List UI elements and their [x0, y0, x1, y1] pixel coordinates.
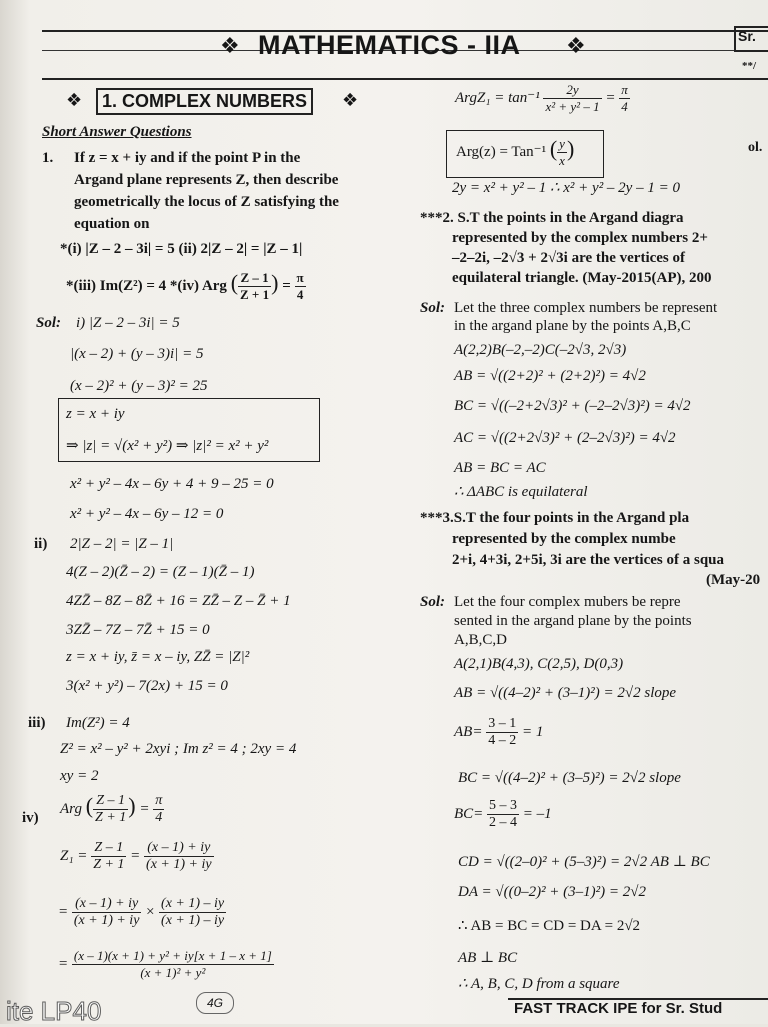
fraction-denominator: Z + 1 — [240, 287, 270, 303]
fraction-numerator: (x – 1)(x + 1) + y² + iy[x + 1 – x + 1] — [73, 948, 272, 963]
fraction-numerator: 2y — [543, 82, 601, 99]
fraction-numerator: Z – 1 — [91, 840, 126, 857]
solution-step: AB = √((2+2)² + (2+2)²) = 4√2 — [454, 368, 646, 384]
fraction-denominator: (x + 1) – iy — [161, 913, 225, 928]
solution-step: Z₁ = $\frac{Z - 1}{Z + 1}$ = $\frac{(x - 1) + iy}{(x + 1) + iy}$ — [60, 840, 212, 872]
fraction-denominator: Z + 1 — [95, 810, 127, 826]
question-text: If z = x + iy and if the point P in the — [74, 150, 301, 166]
footer-badge: 4G — [196, 992, 234, 1014]
solution-step: DA = √((0–2)² + (3–1)²) = 2√2 — [458, 884, 647, 900]
solution-label: Sol: — [420, 594, 446, 610]
fraction-denominator: (x + 1)² + y² — [140, 965, 206, 980]
fraction-numerator: (x + 1) – iy — [161, 896, 225, 911]
ornament-left-icon: ❖ — [220, 34, 240, 59]
footer-right: FAST TRACK IPE for Sr. Stud — [508, 998, 768, 1026]
solution-step: (x – 2)² + (y – 3)² = 25 — [70, 378, 208, 394]
question-text: ***3.S.T the four points in the Argand pla — [420, 510, 690, 526]
solution-step: AC = √((2+2√3)² + (2–2√3)²) = 4√2 — [454, 430, 676, 446]
solution-text: in the argand plane by the points A,B,C — [454, 318, 691, 334]
fraction-denominator: 4 — [155, 810, 163, 826]
solution-step: Arg ( $\frac{Z - 1}{Z + 1}$ ) = $\frac{\pi}{4}$ — [60, 793, 163, 826]
footer-watermark: ite LP40 — [6, 996, 102, 1026]
fraction-numerator: Z – 1 — [238, 270, 271, 287]
question-text: represented by the complex numbers 2+ — [452, 230, 708, 246]
z1-label: Z₁ = — [60, 847, 88, 864]
solution-step: Im(Z²) = 4 — [66, 715, 130, 731]
arg-text: Arg — [60, 801, 82, 817]
solution-step: 3(x² + y²) – 7(2x) + 15 = 0 — [66, 678, 228, 694]
question-text: (May-20 — [706, 572, 761, 588]
solution-step — [454, 798, 552, 831]
solution-text: Let the four complex mubers be repre — [454, 594, 681, 610]
solution-text: A,B,C,D — [454, 632, 507, 648]
solution-step: A(2,2)B(–2,–2)C(–2√3, 2√3) — [454, 342, 627, 358]
fraction-denominator: (x + 1) + iy — [146, 857, 212, 872]
formula-text: Arg(z) = Tan⁻¹ ( $\frac{y}{x}$ ) — [456, 136, 575, 169]
solution-step: Z² = x² – y² + 2xyi ; Im z² = 4 ; 2xy = 4 — [60, 741, 297, 757]
clipped-text: ol. — [748, 140, 763, 155]
solution-step: 2y = x² + y² – 1 ∴ x² + y² – 2y – 1 = 0 — [452, 180, 680, 196]
solution-text: sented in the argand plane by the points — [454, 613, 692, 629]
slope-label: AB= — [454, 723, 483, 740]
question-text: 2+i, 4+3i, 2+5i, 3i are the vertices of a squa — [452, 552, 724, 568]
fraction-denominator: 2 – 4 — [489, 815, 518, 830]
question-text: represented by the complex numbe — [452, 531, 676, 547]
question-parts: *(iii) Im(Z²) = 4 *(iv) Arg ( $\frac{Z - 1}{Z + 1}$ ) = $\frac{\pi}{4}$ — [66, 270, 304, 303]
fraction-denominator: (x + 1) + iy — [73, 913, 140, 928]
solution-step: i) |Z – 2 – 3i| = 5 — [76, 315, 180, 331]
ornament-right-icon: ❖ — [566, 34, 586, 59]
fraction-denominator: 4 – 2 — [488, 733, 517, 748]
solution-step: A(2,1)B(4,3), C(2,5), D(0,3) — [454, 656, 624, 672]
slope-value: = –1 — [522, 805, 552, 822]
solution-step: |(x – 2) + (y – 3)i| = 5 — [70, 346, 204, 362]
solution-step: 3ZZ̄ – 7Z – 7Z̄ + 15 = 0 — [66, 622, 210, 638]
fraction-denominator: x — [559, 153, 565, 169]
subsection-title: Short Answer Questions — [42, 124, 192, 140]
fraction-numerator: π — [296, 270, 304, 286]
header-clip-text: Sr. — [734, 26, 768, 52]
part-label: iv) — [22, 810, 39, 826]
slope-label: BC= — [454, 805, 484, 822]
section-title: 1. COMPLEX NUMBERS — [96, 88, 313, 115]
fraction-numerator: y — [559, 136, 565, 152]
footer-left — [0, 992, 260, 1024]
solution-step: 2|Z – 2| = |Z – 1| — [70, 536, 174, 552]
solution-step: x² + y² – 4x – 6y + 4 + 9 – 25 = 0 — [70, 476, 274, 492]
solution-step: AB = √((4–2)² + (3–1)²) = 2√2 slope — [454, 685, 677, 701]
solution-step: x² + y² – 4x – 6y – 12 = 0 — [70, 506, 224, 522]
solution-step: ∴ ΔABC is equilateral — [454, 484, 588, 500]
arg-text: ArgZ₁ = tan⁻¹ — [455, 89, 540, 106]
solution-step — [454, 716, 543, 749]
solution-label: Sol: — [36, 315, 62, 331]
equals-sign: = — [282, 278, 291, 294]
section-ornament-left-icon: ❖ — [66, 90, 83, 111]
solution-label: Sol: — [420, 300, 446, 316]
question-text: ***2. S.T the points in the Argand diagra — [420, 210, 684, 226]
solution-step: 4ZZ̄ – 8Z – 8Z̄ + 16 = ZZ̄ – Z – Z̄ + 1 — [66, 593, 291, 609]
header-clip-sub: **/ — [742, 60, 757, 72]
fraction-denominator: 4 — [621, 99, 628, 114]
fraction-denominator: 4 — [296, 287, 304, 303]
fraction-numerator: (x – 1) + iy — [144, 840, 214, 857]
question-parts: *(i) |Z – 2 – 3i| = 5 (ii) 2|Z – 2| = |Z – 1| — [60, 241, 303, 257]
fraction-numerator: (x – 1) + iy — [72, 896, 142, 913]
question-text: geometrically the locus of Z satisfying the — [74, 194, 339, 210]
part-label: ii) — [34, 536, 48, 552]
question-number: 1. — [42, 150, 54, 166]
fraction-denominator: x² + y² – 1 — [545, 99, 600, 114]
question-text: –2–2i, –2√3 + 2√3i are the vertices of — [452, 250, 686, 266]
question-text: Argand plane represents Z, then describe — [74, 172, 339, 188]
arg-text: Arg(z) = Tan⁻¹ — [456, 144, 547, 160]
slope-value: = 1 — [521, 723, 544, 740]
fraction-numerator: π — [155, 793, 163, 809]
fraction-numerator: 3 – 1 — [488, 716, 517, 731]
definition-line: z = x + iy — [66, 406, 125, 422]
solution-text: Let the three complex numbers be represent — [454, 300, 718, 316]
question-parts-text: *(iii) Im(Z²) = 4 *(iv) Arg — [66, 278, 227, 294]
solution-step: AB = BC = AC — [454, 460, 546, 476]
fraction-numerator: 5 – 3 — [489, 798, 518, 813]
solution-step: CD = √((2–0)² + (5–3)²) = 2√2 AB ⊥ BC — [458, 854, 710, 870]
solution-step: BC = √((4–2)² + (3–5)²) = 2√2 slope — [458, 770, 681, 786]
solution-step: AB ⊥ BC — [458, 950, 518, 966]
question-text: equilateral triangle. (May-2015(AP), 200 — [452, 270, 712, 286]
solution-step: z = x + iy, z̄ = x – iy, ZZ̄ = |Z|² — [66, 649, 250, 665]
part-label: iii) — [28, 715, 46, 731]
solution-step: ∴ AB = BC = CD = DA = 2√2 — [458, 918, 641, 934]
fraction-numerator: π — [621, 82, 628, 97]
page-title: MATHEMATICS - IIA — [258, 30, 521, 60]
fraction-denominator: Z + 1 — [93, 857, 125, 872]
solution-step: ∴ A, B, C, D from a square — [458, 976, 620, 992]
solution-step: ArgZ₁ = tan⁻¹ $\frac{2y}{\text{x² + y² – 1}}$ = $\frac{\pi}{4}$ — [455, 82, 628, 114]
solution-step: = $\frac{(x - 1) + iy}{(x + 1) + iy}$ × $\frac{(x + 1) - iy}{(x + 1) - iy}$ — [58, 896, 225, 928]
solution-step: 4(Z – 2)(Z̄ – 2) = (Z – 1)(Z̄ – 1) — [66, 564, 255, 580]
section-ornament-right-icon: ❖ — [342, 90, 359, 111]
solution-step: BC = √((–2+2√3)² + (–2–2√3)²) = 4√2 — [454, 398, 691, 414]
fraction-numerator: Z – 1 — [93, 793, 128, 810]
solution-step: = $\frac{\text{(x – 1)(x + 1) + y² + iy[x + 1 – x + 1]}}{\text{(x + 1)² + y²}}$ — [58, 948, 272, 980]
definition-line: ⇒ |z| = √(x² + y²) ⇒ |z|² = x² + y² — [66, 438, 269, 454]
solution-step: xy = 2 — [60, 768, 99, 784]
question-text: equation on — [74, 216, 150, 232]
